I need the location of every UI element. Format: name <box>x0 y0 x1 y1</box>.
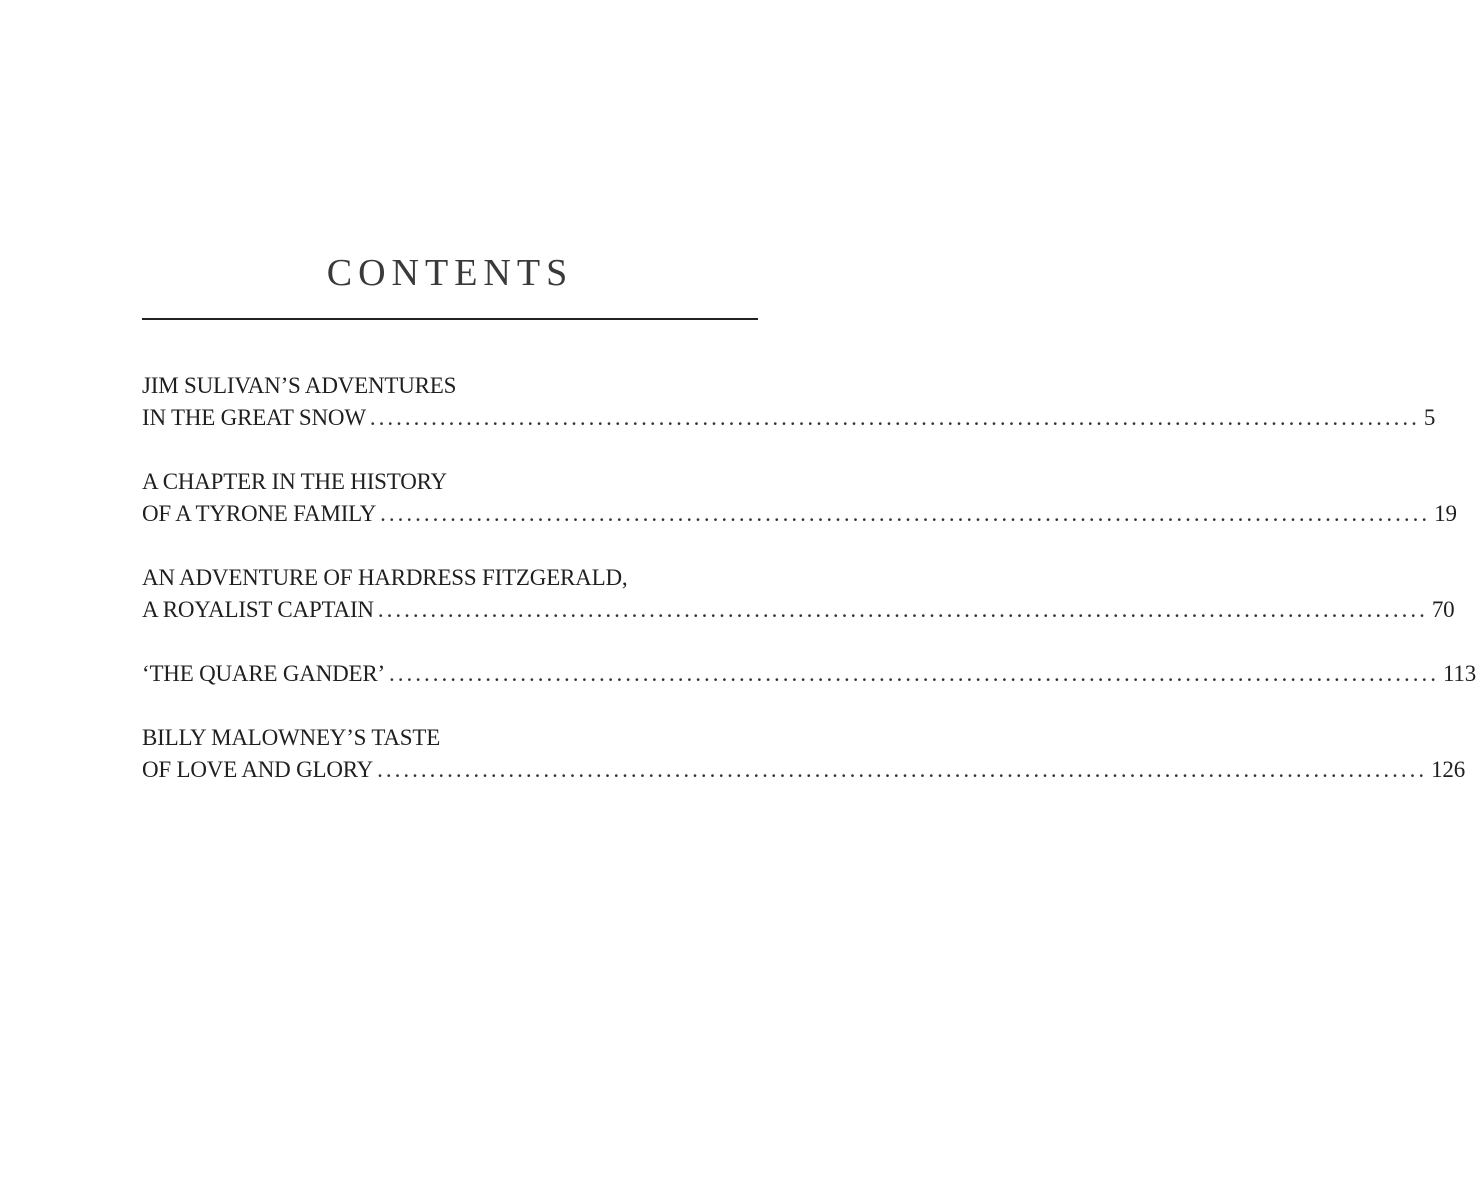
toc-page-number: 113 <box>1442 661 1476 686</box>
toc-entry[interactable] <box>142 658 1476 690</box>
contents-heading: CONTENTS <box>326 252 574 294</box>
toc-entry[interactable] <box>142 466 1457 530</box>
toc-entry-title-line: A CHAPTER IN THE HISTORY <box>142 469 447 494</box>
toc-entry-last-line <box>142 402 1436 434</box>
toc-entry-last-line <box>142 594 1455 626</box>
toc-entry-title-end: ‘THE QUARE GANDER’ <box>142 661 385 686</box>
toc-page-number: 126 <box>1431 757 1465 782</box>
toc-entry-last-line <box>142 658 1476 690</box>
toc-entry[interactable] <box>142 562 1455 626</box>
toc-page-number: 19 <box>1434 501 1457 526</box>
toc-entry-title-line: BILLY MALOWNEY’S TASTE <box>142 725 441 750</box>
dot-leader: ........................................................................................................................ <box>377 757 1428 782</box>
toc-entry-title-line: JIM SULIVAN’S ADVENTURES <box>142 373 457 398</box>
toc-entry-last-line <box>142 498 1457 530</box>
toc-entry[interactable] <box>142 722 1465 786</box>
toc-entries <box>142 370 1476 818</box>
dot-leader: ........................................................................................................................ <box>380 501 1431 526</box>
toc-entry-last-line <box>142 754 1465 786</box>
dot-leader: ........................................................................................................................ <box>388 661 1439 686</box>
toc-entry-title-line: AN ADVENTURE OF HARDRESS FITZGERALD, <box>142 565 628 590</box>
dot-leader: ........................................................................................................................ <box>369 405 1420 430</box>
toc-entry-title-end: IN THE GREAT SNOW <box>142 405 366 430</box>
toc-entry-title-end: OF LOVE AND GLORY <box>142 757 374 782</box>
dot-leader: ........................................................................................................................ <box>377 597 1428 622</box>
toc-entry[interactable] <box>142 370 1436 434</box>
toc-entry-title-end: A ROYALIST CAPTAIN <box>142 597 374 622</box>
toc-page-number: 70 <box>1431 597 1455 622</box>
heading-rule <box>142 318 758 320</box>
toc-page-number: 5 <box>1423 405 1436 430</box>
toc-entry-title-end: OF A TYRONE FAMILY <box>142 501 377 526</box>
